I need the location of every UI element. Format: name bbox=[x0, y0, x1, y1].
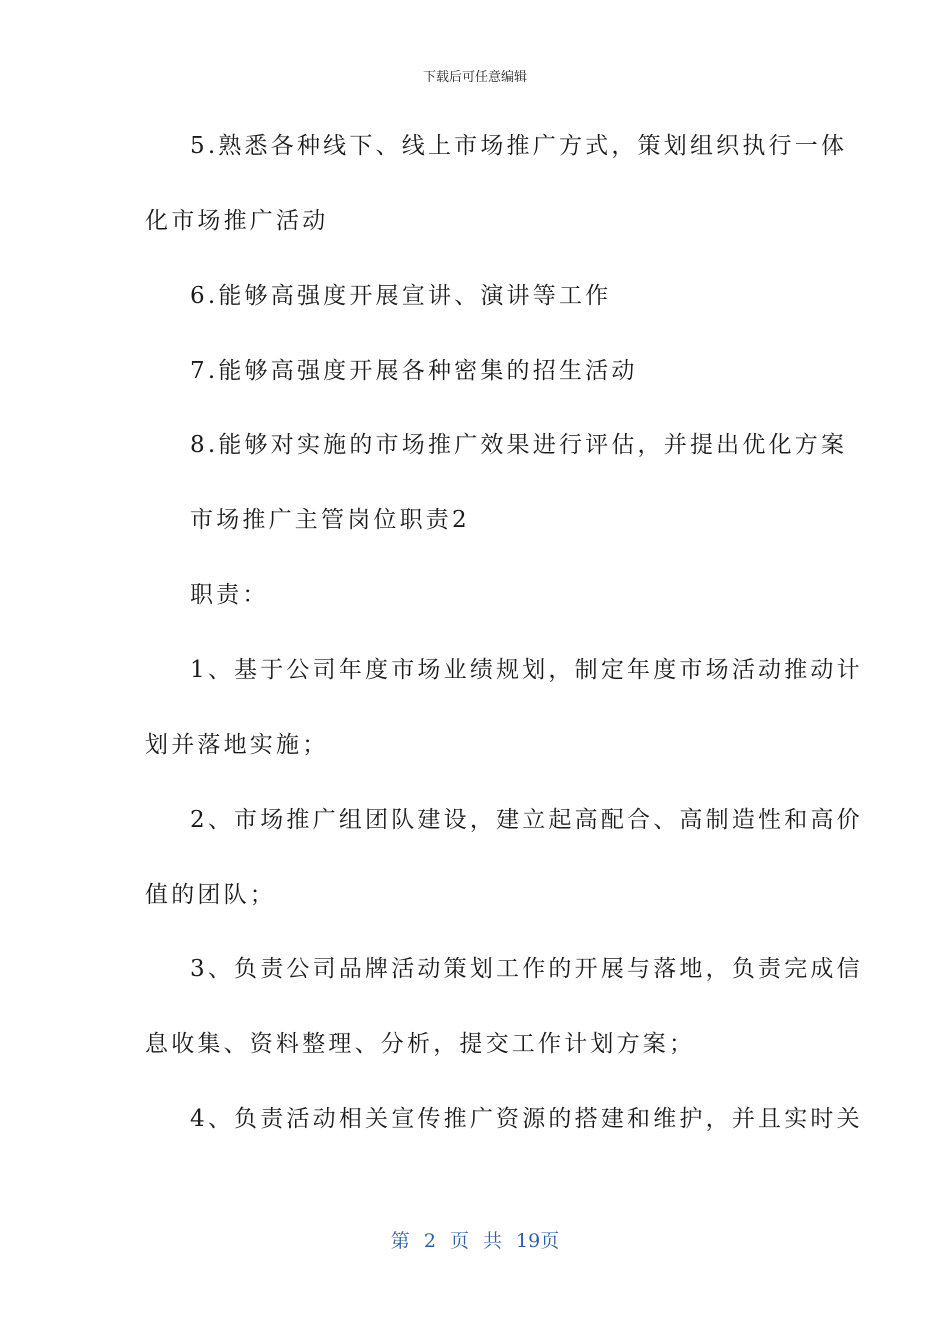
header-note: 下载后可任意编辑 bbox=[422, 70, 527, 85]
body-line-4: 7.能够高强度开展各种密集的招生活动 bbox=[190, 358, 638, 384]
body-line-10: 2、市场推广组团队建设，建立起高配合、高制造性和高价 bbox=[190, 807, 863, 833]
body-line-2: 化市场推广活动 bbox=[145, 208, 329, 234]
body-line-3: 6.能够高强度开展宣讲、演讲等工作 bbox=[190, 283, 612, 309]
section-heading: 市场推广主管岗位职责2 bbox=[190, 507, 470, 533]
body-line-11: 值的团队； bbox=[145, 882, 276, 908]
body-line-5: 8.能够对实施的市场推广效果进行评估，并提出优化方案 bbox=[190, 432, 848, 458]
body-line-12: 3、负责公司品牌活动策划工作的开展与落地，负责完成信 bbox=[190, 956, 863, 982]
body-line-9: 划并落地实施； bbox=[145, 732, 329, 758]
page-number-footer: 第 2 页 共 19页 bbox=[390, 1230, 560, 1252]
body-line-14: 4、负责活动相关宣传推广资源的搭建和维护，并且实时关 bbox=[190, 1106, 863, 1132]
duties-label: 职责： bbox=[190, 582, 269, 608]
body-line-13: 息收集、资料整理、分析，提交工作计划方案； bbox=[145, 1031, 696, 1057]
body-line-8: 1、基于公司年度市场业绩规划，制定年度市场活动推动计 bbox=[190, 657, 863, 683]
body-line-1: 5.熟悉各种线下、线上市场推广方式，策划组织执行一体 bbox=[190, 133, 848, 159]
